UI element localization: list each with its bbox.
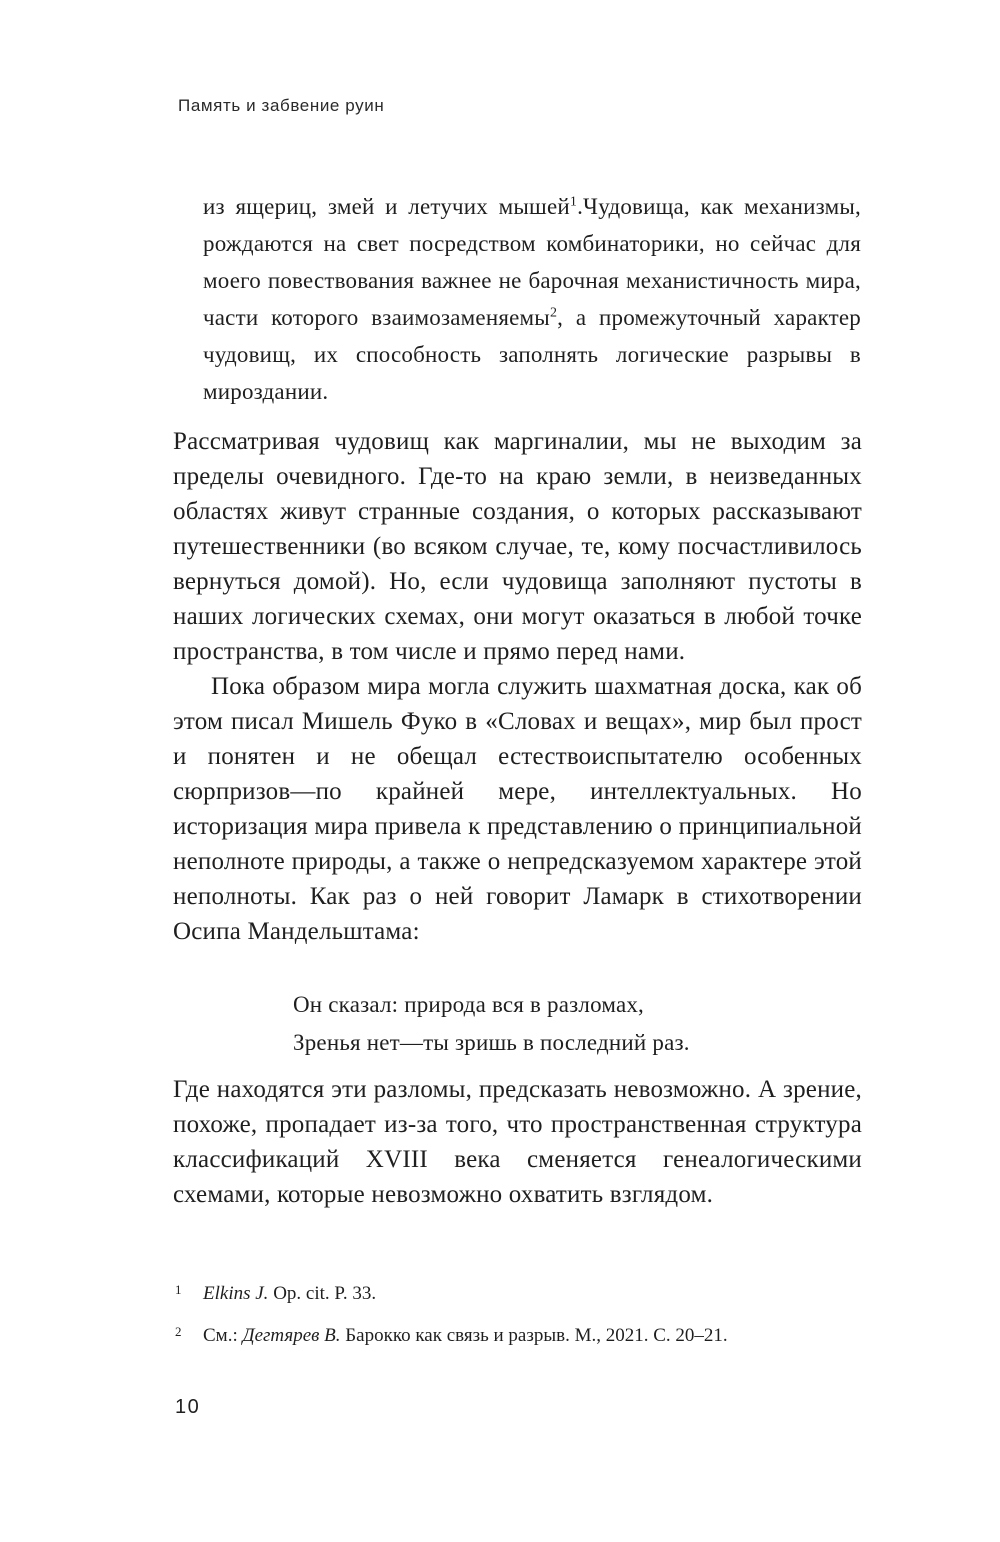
footnote-1-text bbox=[203, 1282, 376, 1306]
verse-line-1: Он сказал: природа вся в разломах, bbox=[293, 992, 645, 1017]
footnote-2-prefix: См.: bbox=[203, 1325, 243, 1346]
paragraph-3: Где находятся эти разломы, предсказать невозможно. А зрение, похоже, пропадает из-за того, что пространственная структура классификаций XVIII века сменяется генеалогическими схемами, которые невозможно охватить взглядом. bbox=[173, 1076, 862, 1208]
block-quote bbox=[203, 188, 861, 410]
quote-text-part1: из ящериц, змей и летучих мышей bbox=[203, 194, 570, 219]
footnote-2-rest: Барокко как связь и разрыв. М., 2021. С. 20–21. bbox=[340, 1325, 728, 1346]
body-text bbox=[173, 424, 862, 949]
paragraph-1: Рассматривая чудовищ как маргиналии, мы не выходим за пределы очевидного. Где-то на краю земли, в неизведанных областях живут странные создания, о которых рассказывают путешественники (во всяком случае, те, кому посчастливилось вернуться домой). Но, если чудовища заполняют пустоты в наших логических схемах, они могут оказаться в любой точке пространства, в том числе и прямо перед нами. bbox=[173, 428, 862, 665]
footnote-2-text bbox=[203, 1324, 728, 1348]
footnote-2: 2 См.: Дегтярев В. Барокко как связь и разрыв. М., 2021. С. 20–21. bbox=[175, 1324, 728, 1346]
quote-text-part3: , а промежуточный характер чудовищ, их способность заполнять логические разрывы в мироздании. bbox=[203, 305, 861, 404]
page-number: 10 bbox=[175, 1396, 201, 1418]
running-header: Память и забвение руин bbox=[178, 96, 385, 115]
footnote-2-author: Дегтярев В. bbox=[242, 1325, 341, 1346]
footnotes-section bbox=[175, 1282, 875, 1366]
quote-text-part2: .Чудовища, как механизмы, рождаются на свет посредством комбинаторики, но сейчас для моего повествования важнее не барочная механистичность мира, части которого взаимозаменяемы bbox=[203, 194, 861, 330]
footnote-1-rest: Op. cit. P. 33. bbox=[268, 1283, 377, 1304]
footnote-1: 1 Elkins J. Op. cit. P. 33. bbox=[175, 1282, 377, 1304]
verse-quote bbox=[293, 986, 690, 1062]
footnote-reference-1: 1 bbox=[569, 194, 578, 210]
paragraph-2: Пока образом мира могла служить шахматная доска, как об этом писал Мишель Фуко в «Словах и вещах», мир был прост и понятен и не обещал естествоиспытателю особенных сюрпризов—по крайней мере, интеллектуальных. Но историзация мира привела к представлению о принципиальной неполноте природы, а также о непредсказуемом характере этой неполноты. Как раз о ней говорит Ламарк в стихотворении Осипа Мандельштама: bbox=[173, 673, 862, 945]
footnote-1-author: Elkins J. bbox=[203, 1283, 269, 1304]
footnote-reference-2: 2 bbox=[549, 305, 558, 321]
verse-line-2: Зренья нет—ты зришь в последний раз. bbox=[293, 1030, 690, 1055]
